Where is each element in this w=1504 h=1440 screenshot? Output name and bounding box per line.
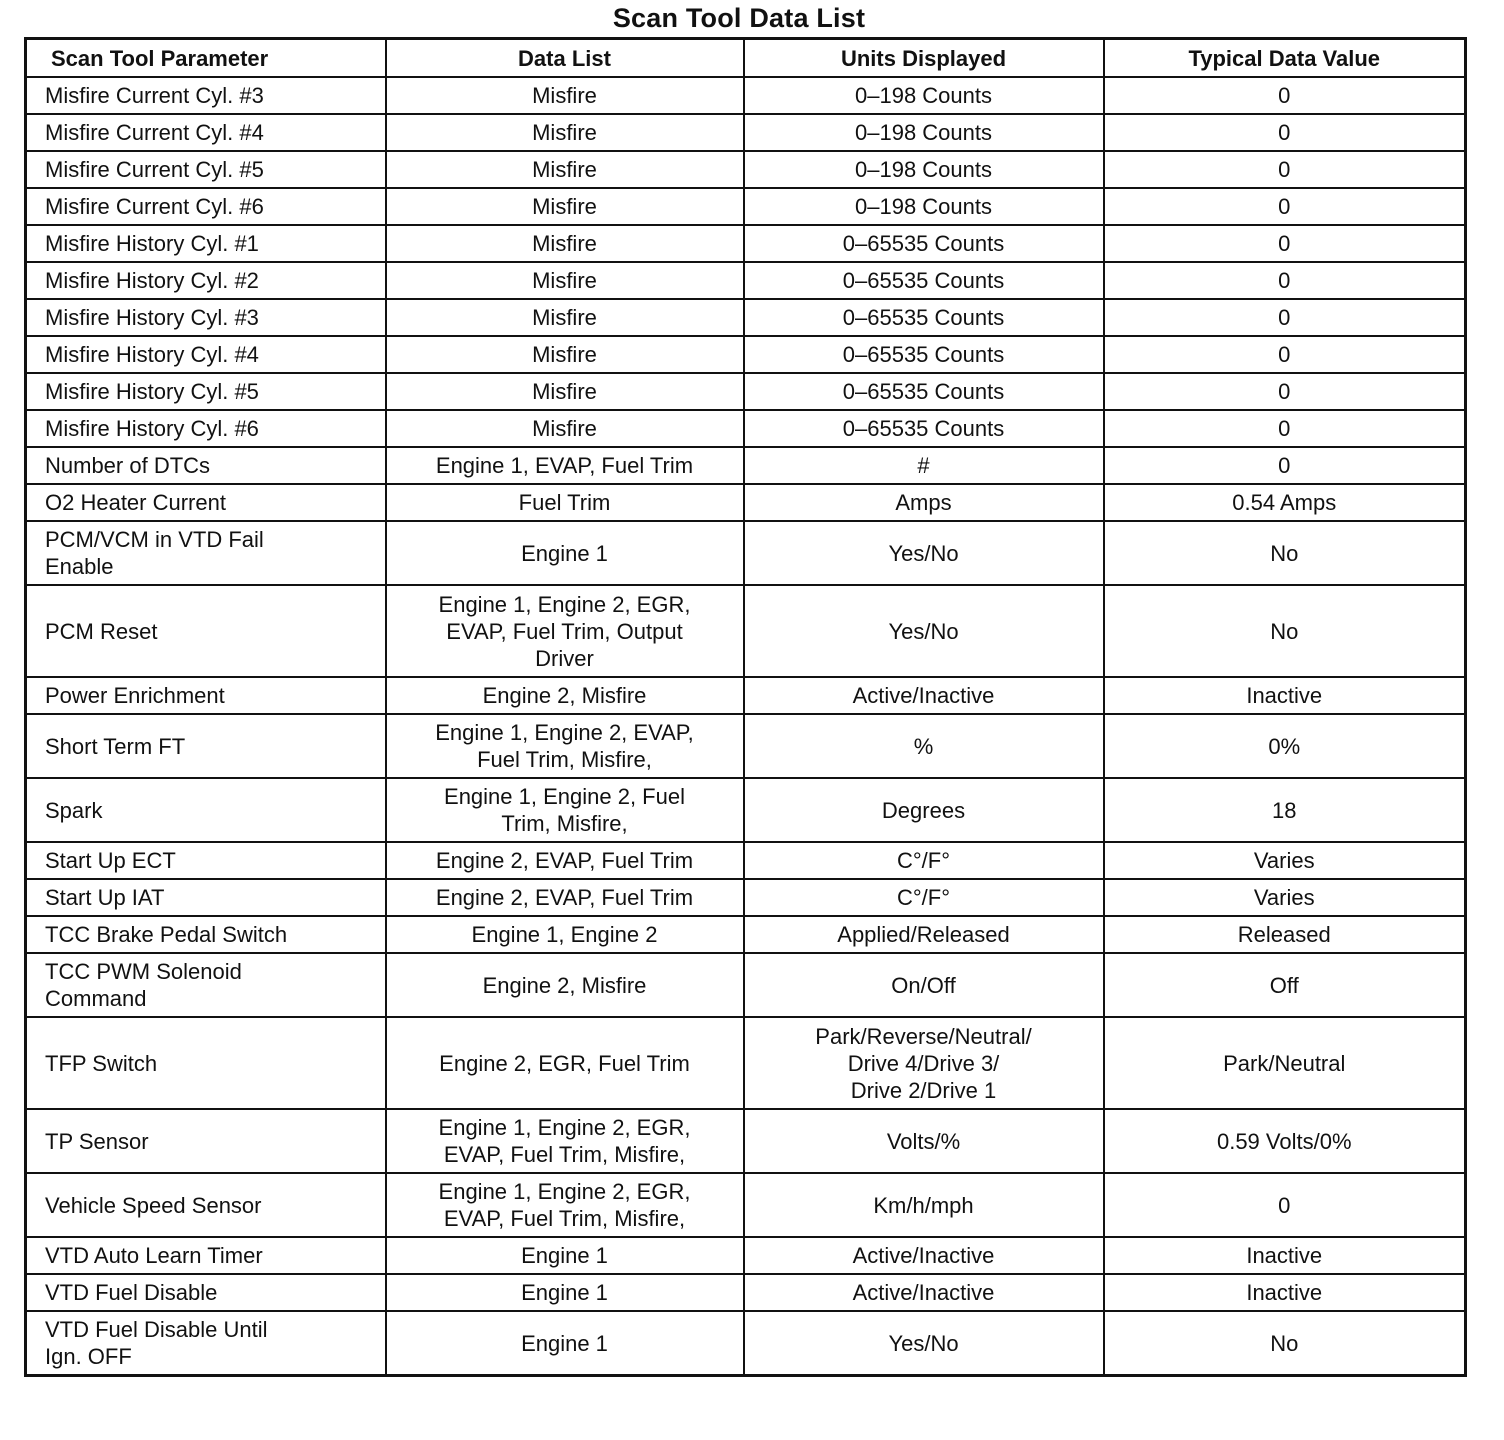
units-cell: 0–198 Counts bbox=[744, 188, 1104, 225]
table-row bbox=[26, 778, 1466, 842]
table-row bbox=[26, 521, 1466, 585]
typical-value-cell: 0 bbox=[1104, 447, 1466, 484]
units-cell bbox=[744, 714, 1104, 778]
table-row bbox=[26, 336, 1466, 373]
cell-line: Park/Reverse/Neutral/ bbox=[815, 1023, 1032, 1049]
param-cell: VTD Fuel Disable bbox=[26, 1274, 386, 1311]
param-cell: Misfire History Cyl. #1 bbox=[26, 225, 386, 262]
typical-value-cell: Inactive bbox=[1104, 1237, 1466, 1274]
table-row bbox=[26, 677, 1466, 714]
data-list-cell: Misfire bbox=[386, 410, 744, 447]
cell-line: 0 bbox=[1278, 1192, 1291, 1218]
cell-line: Spark bbox=[45, 797, 103, 823]
cell-line: TCC PWM Solenoid bbox=[45, 959, 242, 984]
header-data-list: Data List bbox=[386, 39, 744, 78]
param-cell bbox=[26, 1173, 386, 1237]
cell-line: PCM/VCM in VTD Fail bbox=[45, 527, 264, 552]
param-cell bbox=[26, 1109, 386, 1173]
header-units-displayed: Units Displayed bbox=[744, 39, 1104, 78]
data-list-cell: Misfire bbox=[386, 151, 744, 188]
typical-value-cell bbox=[1104, 714, 1466, 778]
typical-value-cell: Inactive bbox=[1104, 1274, 1466, 1311]
cell-line: Km/h/mph bbox=[873, 1192, 974, 1218]
units-cell: C°/F° bbox=[744, 879, 1104, 916]
table-row bbox=[26, 410, 1466, 447]
table-row bbox=[26, 714, 1466, 778]
units-cell bbox=[744, 778, 1104, 842]
typical-value-cell bbox=[1104, 521, 1466, 585]
data-list-cell bbox=[386, 1109, 744, 1173]
cell-line: TP Sensor bbox=[45, 1128, 149, 1154]
data-list-cell bbox=[386, 521, 744, 585]
typical-value-cell: 0 bbox=[1104, 410, 1466, 447]
table-row bbox=[26, 585, 1466, 677]
cell-line: % bbox=[913, 733, 934, 759]
cell-line: Engine 2, Misfire bbox=[482, 972, 647, 998]
data-list-cell bbox=[386, 714, 744, 778]
data-list-cell: Misfire bbox=[386, 225, 744, 262]
cell-line: Vehicle Speed Sensor bbox=[45, 1192, 262, 1218]
cell-line: Drive 2/Drive 1 bbox=[850, 1077, 997, 1103]
param-cell: VTD Auto Learn Timer bbox=[26, 1237, 386, 1274]
units-cell: 0–65535 Counts bbox=[744, 299, 1104, 336]
cell-line: Enable bbox=[45, 554, 114, 579]
table-row bbox=[26, 447, 1466, 484]
data-list-cell bbox=[386, 778, 744, 842]
data-list-cell: Engine 1, EVAP, Fuel Trim bbox=[386, 447, 744, 484]
cell-line: Yes/No bbox=[888, 618, 959, 644]
cell-line: Engine 1 bbox=[521, 1330, 608, 1356]
table-row bbox=[26, 1237, 1466, 1274]
typical-value-cell: 0 bbox=[1104, 225, 1466, 262]
units-cell bbox=[744, 585, 1104, 677]
cell-line: Short Term FT bbox=[45, 733, 186, 759]
data-list-cell: Engine 1, Engine 2 bbox=[386, 916, 744, 953]
cell-line: 18 bbox=[1272, 797, 1297, 823]
units-cell bbox=[744, 1109, 1104, 1173]
typical-value-cell bbox=[1104, 778, 1466, 842]
data-list-cell bbox=[386, 1311, 744, 1376]
table-row bbox=[26, 114, 1466, 151]
param-cell: Power Enrichment bbox=[26, 677, 386, 714]
param-cell: O2 Heater Current bbox=[26, 484, 386, 521]
cell-line: Engine 1, Engine 2, EGR, bbox=[438, 591, 691, 617]
data-list-cell: Misfire bbox=[386, 77, 744, 114]
table-row bbox=[26, 484, 1466, 521]
data-list-cell: Engine 2, Misfire bbox=[386, 677, 744, 714]
units-cell: C°/F° bbox=[744, 842, 1104, 879]
units-cell: 0–198 Counts bbox=[744, 151, 1104, 188]
cell-line: Yes/No bbox=[888, 1330, 959, 1356]
cell-line: Driver bbox=[535, 645, 594, 671]
cell-line: EVAP, Fuel Trim, Misfire, bbox=[443, 1142, 686, 1167]
units-cell bbox=[744, 953, 1104, 1017]
data-list-cell: Engine 1 bbox=[386, 1274, 744, 1311]
document-title: Scan Tool Data List bbox=[612, 3, 866, 33]
header-row bbox=[26, 39, 1466, 78]
units-cell: Active/Inactive bbox=[744, 1237, 1104, 1274]
param-cell: Misfire Current Cyl. #5 bbox=[26, 151, 386, 188]
table-row bbox=[26, 151, 1466, 188]
cell-line: Ign. OFF bbox=[45, 1344, 132, 1369]
scan-tool-data-table bbox=[24, 37, 1467, 1377]
typical-value-cell: 0 bbox=[1104, 299, 1466, 336]
typical-value-cell: 0 bbox=[1104, 188, 1466, 225]
table-row bbox=[26, 879, 1466, 916]
param-cell bbox=[26, 714, 386, 778]
data-list-cell: Fuel Trim bbox=[386, 484, 744, 521]
param-cell bbox=[26, 1017, 386, 1109]
cell-line: TFP Switch bbox=[45, 1050, 158, 1076]
units-cell: 0–65535 Counts bbox=[744, 336, 1104, 373]
cell-line: Drive 4/Drive 3/ bbox=[847, 1050, 1000, 1076]
units-cell: 0–65535 Counts bbox=[744, 410, 1104, 447]
typical-value-cell: 0 bbox=[1104, 373, 1466, 410]
typical-value-cell: Inactive bbox=[1104, 677, 1466, 714]
cell-line: Volts/% bbox=[886, 1128, 961, 1154]
cell-line: Park/Neutral bbox=[1223, 1050, 1346, 1076]
cell-line: Engine 1, Engine 2, EGR, bbox=[438, 1115, 691, 1140]
typical-value-cell: Released bbox=[1104, 916, 1466, 953]
param-cell: Start Up IAT bbox=[26, 879, 386, 916]
cell-line: Yes/No bbox=[888, 540, 959, 566]
cell-line: EVAP, Fuel Trim, Output bbox=[446, 618, 683, 644]
typical-value-cell bbox=[1104, 953, 1466, 1017]
param-cell: TCC Brake Pedal Switch bbox=[26, 916, 386, 953]
cell-line: Trim, Misfire, bbox=[501, 811, 628, 836]
cell-line: Engine 1, Engine 2, EGR, bbox=[438, 1179, 691, 1204]
param-cell: Misfire History Cyl. #5 bbox=[26, 373, 386, 410]
table-body bbox=[26, 77, 1466, 1376]
units-cell: Active/Inactive bbox=[744, 677, 1104, 714]
cell-line: 0% bbox=[1268, 733, 1301, 759]
typical-value-cell bbox=[1104, 1311, 1466, 1376]
typical-value-cell bbox=[1104, 1017, 1466, 1109]
units-cell: Amps bbox=[744, 484, 1104, 521]
typical-value-cell: 0 bbox=[1104, 262, 1466, 299]
param-cell: Start Up ECT bbox=[26, 842, 386, 879]
table-row bbox=[26, 225, 1466, 262]
typical-value-cell bbox=[1104, 1109, 1466, 1173]
param-cell bbox=[26, 778, 386, 842]
param-cell bbox=[26, 953, 386, 1017]
units-cell: 0–198 Counts bbox=[744, 77, 1104, 114]
cell-line: PCM Reset bbox=[45, 618, 158, 644]
data-list-cell: Engine 1 bbox=[386, 1237, 744, 1274]
units-cell bbox=[744, 1173, 1104, 1237]
param-cell bbox=[26, 585, 386, 677]
table-row bbox=[26, 373, 1466, 410]
header-typical-data-value: Typical Data Value bbox=[1104, 39, 1466, 78]
units-cell: # bbox=[744, 447, 1104, 484]
data-list-cell: Engine 2, EVAP, Fuel Trim bbox=[386, 879, 744, 916]
table-row bbox=[26, 953, 1466, 1017]
param-cell: Misfire History Cyl. #6 bbox=[26, 410, 386, 447]
typical-value-cell bbox=[1104, 1173, 1466, 1237]
data-list-cell: Misfire bbox=[386, 114, 744, 151]
units-cell: Applied/Released bbox=[744, 916, 1104, 953]
cell-line: Engine 1 bbox=[521, 540, 608, 566]
param-cell: Misfire History Cyl. #3 bbox=[26, 299, 386, 336]
cell-line: VTD Fuel Disable Until bbox=[45, 1317, 268, 1342]
data-list-cell: Misfire bbox=[386, 373, 744, 410]
table-row bbox=[26, 1311, 1466, 1376]
units-cell: 0–65535 Counts bbox=[744, 262, 1104, 299]
typical-value-cell: 0.54 Amps bbox=[1104, 484, 1466, 521]
data-list-cell bbox=[386, 953, 744, 1017]
table-row bbox=[26, 188, 1466, 225]
param-cell: Misfire History Cyl. #4 bbox=[26, 336, 386, 373]
cell-line: Engine 2, EGR, Fuel Trim bbox=[439, 1050, 690, 1076]
table-row bbox=[26, 262, 1466, 299]
cell-line: No bbox=[1270, 540, 1299, 566]
param-cell bbox=[26, 521, 386, 585]
data-list-cell bbox=[386, 585, 744, 677]
units-cell: 0–65535 Counts bbox=[744, 225, 1104, 262]
data-list-cell bbox=[386, 1173, 744, 1237]
data-list-cell bbox=[386, 1017, 744, 1109]
cell-line: On/Off bbox=[891, 972, 956, 998]
table-row bbox=[26, 299, 1466, 336]
table-row bbox=[26, 842, 1466, 879]
table-row bbox=[26, 1109, 1466, 1173]
cell-line: Engine 1, Engine 2, EVAP, bbox=[435, 720, 694, 745]
typical-value-cell: Varies bbox=[1104, 879, 1466, 916]
cell-line: No bbox=[1270, 618, 1299, 644]
units-cell: 0–198 Counts bbox=[744, 114, 1104, 151]
cell-line: Command bbox=[45, 986, 147, 1011]
cell-line: Fuel Trim, Misfire, bbox=[477, 747, 652, 772]
data-list-cell: Misfire bbox=[386, 299, 744, 336]
table-row bbox=[26, 916, 1466, 953]
cell-line: Off bbox=[1269, 972, 1299, 998]
cell-line: EVAP, Fuel Trim, Misfire, bbox=[443, 1206, 686, 1231]
param-cell: Misfire Current Cyl. #6 bbox=[26, 188, 386, 225]
typical-value-cell: 0 bbox=[1104, 77, 1466, 114]
data-list-cell: Misfire bbox=[386, 188, 744, 225]
units-cell bbox=[744, 1311, 1104, 1376]
units-cell bbox=[744, 1017, 1104, 1109]
cell-line: No bbox=[1270, 1330, 1299, 1356]
param-cell bbox=[26, 1311, 386, 1376]
data-list-cell: Misfire bbox=[386, 336, 744, 373]
table-row bbox=[26, 1017, 1466, 1109]
typical-value-cell: Varies bbox=[1104, 842, 1466, 879]
param-cell: Misfire History Cyl. #2 bbox=[26, 262, 386, 299]
table-row bbox=[26, 1274, 1466, 1311]
header-scan-tool-parameter: Scan Tool Parameter bbox=[26, 39, 386, 78]
data-list-cell: Misfire bbox=[386, 262, 744, 299]
cell-line: Degrees bbox=[881, 797, 966, 823]
param-cell: Number of DTCs bbox=[26, 447, 386, 484]
typical-value-cell: 0 bbox=[1104, 114, 1466, 151]
typical-value-cell: 0 bbox=[1104, 336, 1466, 373]
typical-value-cell: 0 bbox=[1104, 151, 1466, 188]
units-cell: 0–65535 Counts bbox=[744, 373, 1104, 410]
data-list-cell: Engine 2, EVAP, Fuel Trim bbox=[386, 842, 744, 879]
param-cell: Misfire Current Cyl. #4 bbox=[26, 114, 386, 151]
cell-line: 0.59 Volts/0% bbox=[1216, 1128, 1352, 1154]
units-cell bbox=[744, 521, 1104, 585]
param-cell: Misfire Current Cyl. #3 bbox=[26, 77, 386, 114]
typical-value-cell bbox=[1104, 585, 1466, 677]
table-row bbox=[26, 77, 1466, 114]
units-cell: Active/Inactive bbox=[744, 1274, 1104, 1311]
cell-line: Engine 1, Engine 2, Fuel bbox=[444, 784, 685, 809]
table-row bbox=[26, 1173, 1466, 1237]
